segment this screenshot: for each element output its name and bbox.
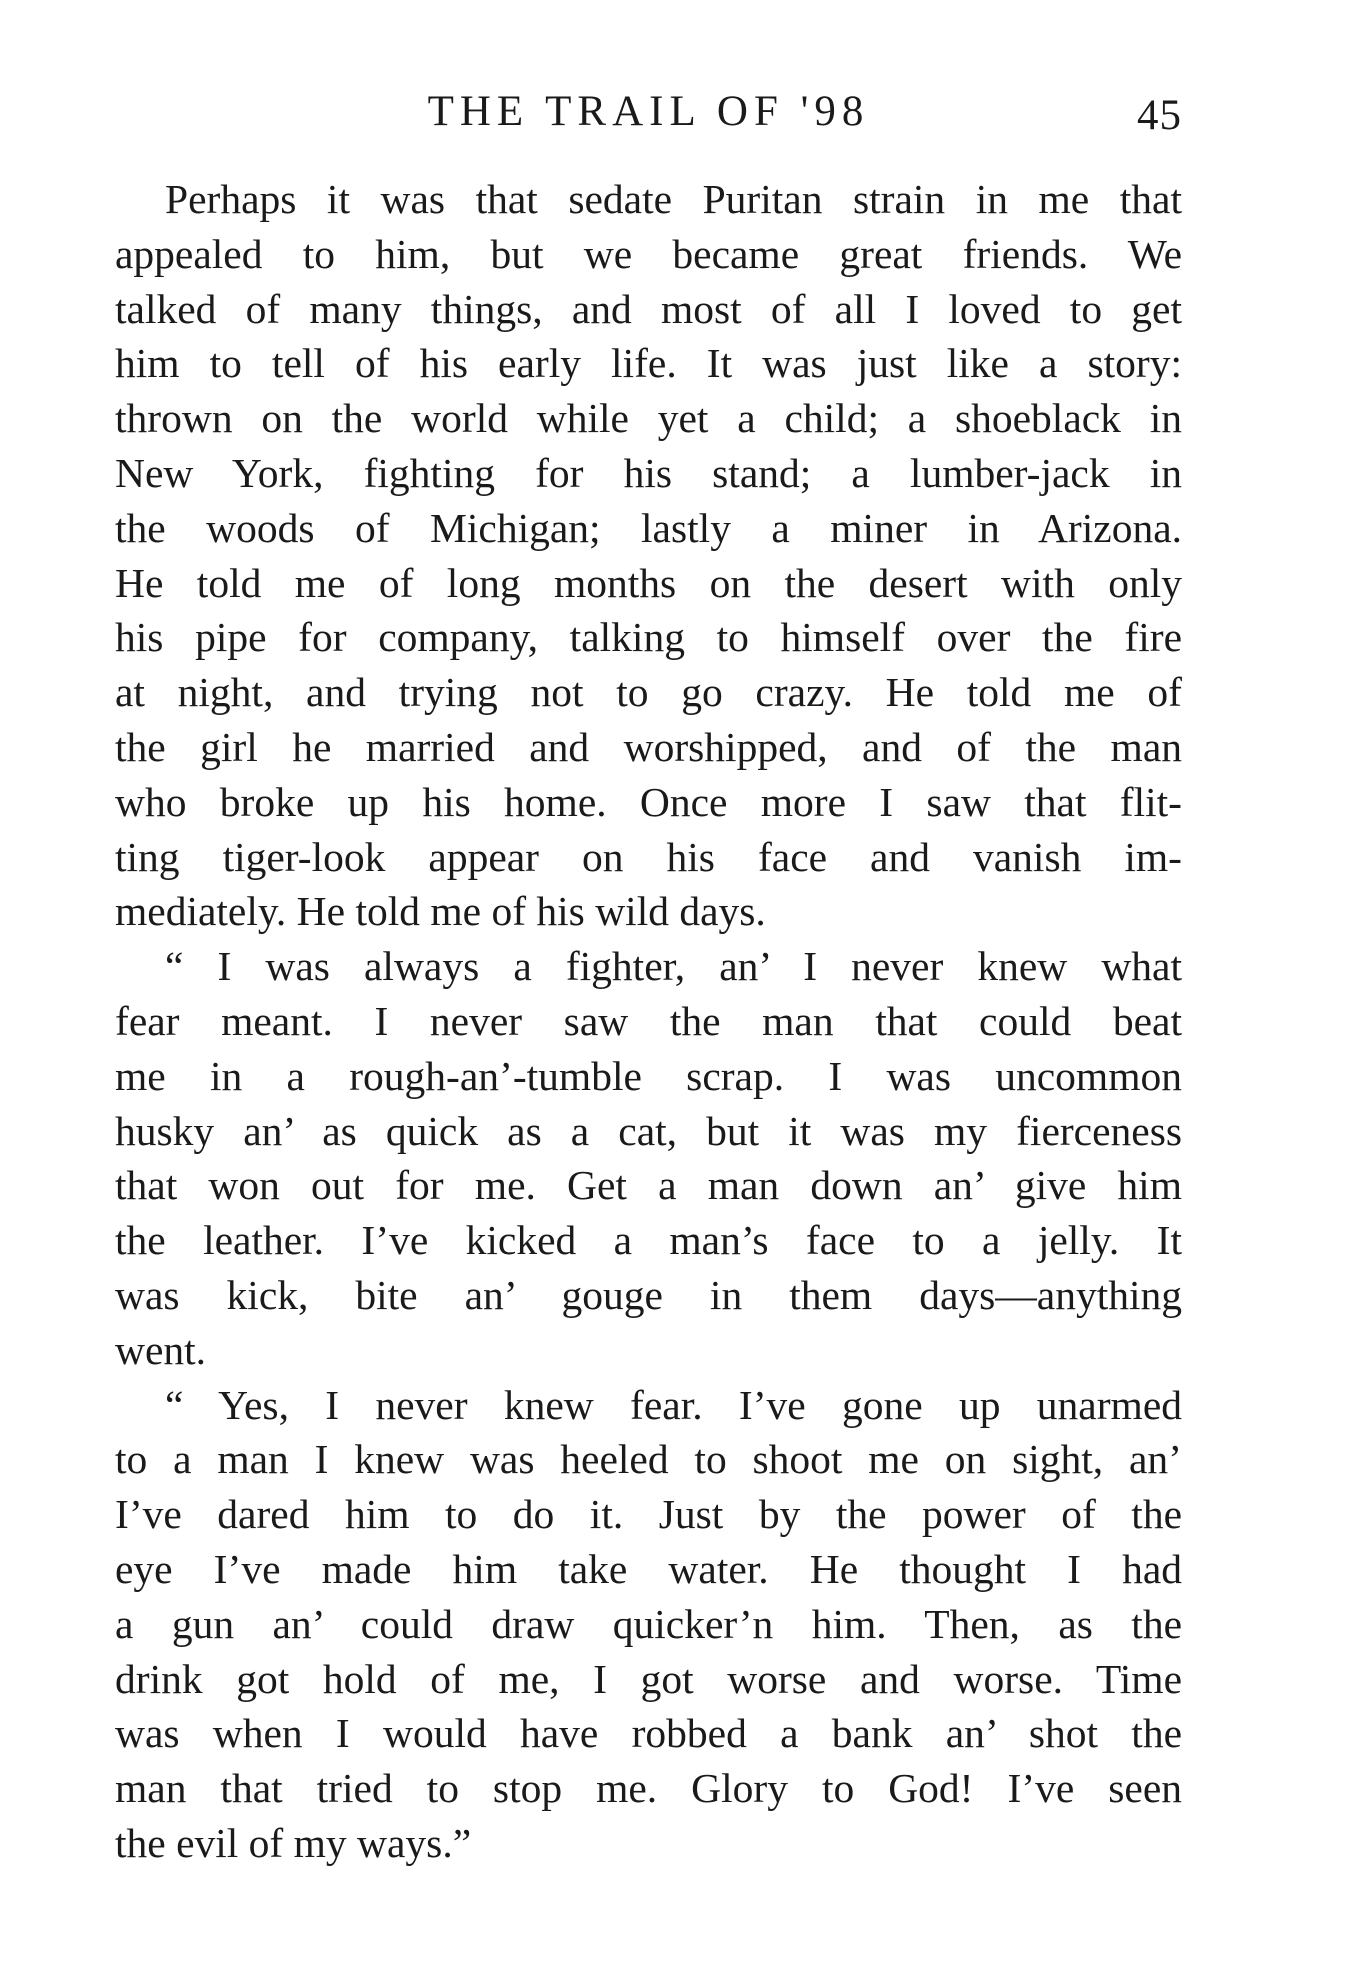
page-number: 45	[1137, 92, 1182, 139]
text-line: He told me of long months on the desert with only	[115, 559, 1182, 606]
text-line: New York, fighting for his stand; a lumber-jack in	[115, 449, 1182, 496]
text-line: that won out for me. Get a man down an’ give him	[115, 1162, 1182, 1209]
text-line: mediately. He told me of his wild days.	[115, 888, 766, 935]
text-line: who broke up his home. Once more I saw that flit-	[115, 778, 1182, 825]
running-title: THE TRAIL OF '98	[427, 88, 870, 135]
text-line: a gun an’ could draw quicker’n him. Then, as the	[115, 1600, 1182, 1647]
text-line: talked of many things, and most of all I loved to get	[115, 285, 1182, 332]
text-line: husky an’ as quick as a cat, but it was my fierceness	[115, 1107, 1182, 1154]
text-line: ting tiger-look appear on his face and vanish im-	[115, 833, 1182, 880]
text-line: fear meant. I never saw the man that could beat	[115, 997, 1182, 1044]
text-line: “ Yes, I never knew fear. I’ve gone up unarmed	[165, 1381, 1182, 1428]
text-line: man that tried to stop me. Glory to God! I’ve seen	[115, 1765, 1182, 1812]
text-line: drink got hold of me, I got worse and worse. Time	[115, 1655, 1182, 1702]
text-line: eye I’ve made him take water. He thought I had	[115, 1545, 1182, 1592]
text-line: the woods of Michigan; lastly a miner in Arizona.	[115, 504, 1182, 551]
text-line: him to tell of his early life. It was just like a story:	[115, 340, 1182, 387]
text-line: the leather. I’ve kicked a man’s face to a jelly. It	[115, 1217, 1182, 1264]
text-line: the girl he married and worshipped, and of the man	[115, 723, 1182, 770]
text-line: I’ve dared him to do it. Just by the power of the	[115, 1491, 1182, 1538]
text-line: me in a rough-an’-tumble scrap. I was uncommon	[115, 1052, 1182, 1099]
text-line: Perhaps it was that sedate Puritan strain in me that	[165, 176, 1182, 222]
text-line: at night, and trying not to go crazy. He told me of	[115, 669, 1182, 716]
text-line: was kick, bite an’ gouge in them days—anything	[115, 1271, 1182, 1318]
text-line: to a man I knew was heeled to shoot me on sight, an’	[115, 1436, 1182, 1483]
text-line: “ I was always a fighter, an’ I never knew what	[165, 943, 1182, 990]
text-line: thrown on the world while yet a child; a shoeblack in	[115, 395, 1182, 442]
body-text	[115, 172, 1182, 1871]
running-head	[115, 82, 1182, 142]
text-line: the evil of my ways.”	[115, 1819, 472, 1866]
text-line: was when I would have robbed a bank an’ shot the	[115, 1710, 1182, 1757]
text-line: appealed to him, but we became great friends. We	[115, 230, 1182, 277]
text-line: went.	[115, 1326, 207, 1373]
text-line: his pipe for company, talking to himself over the fire	[115, 614, 1182, 661]
